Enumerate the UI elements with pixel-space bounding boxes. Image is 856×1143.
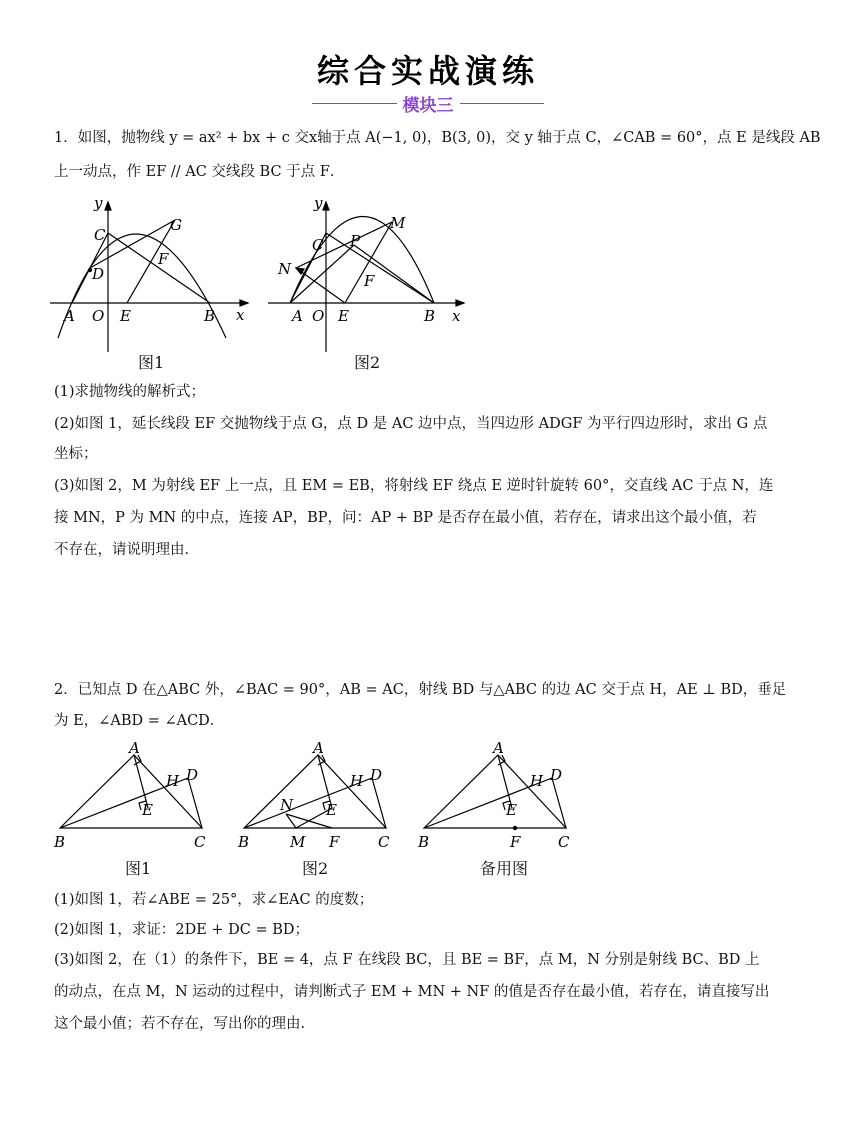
subtitle-left-rule — [312, 103, 397, 104]
problem2-fig2-caption: 图2 — [302, 859, 329, 878]
problem2-figure2 — [234, 740, 404, 855]
p2-fig3-label-D: D — [550, 766, 563, 784]
p2-fig1-label-A: A — [129, 740, 140, 757]
fig2-label-x: x — [452, 307, 461, 325]
p2-fig1-label-B: B — [54, 833, 66, 851]
p2-fig2-label-E: E — [326, 801, 337, 819]
p2-fig3-label-C: C — [558, 833, 570, 851]
fig1-label-y: y — [94, 194, 103, 212]
fig2-label-F: F — [364, 272, 375, 290]
p2-fig1-label-H: H — [166, 772, 180, 790]
section-header — [312, 90, 544, 116]
section-subtitle: 模块三 — [402, 95, 454, 116]
fig1-label-D: D — [92, 265, 105, 283]
p2-fig2-label-F: F — [329, 833, 340, 851]
problem1-figure2 — [268, 190, 478, 355]
subtitle-right-rule — [460, 103, 545, 104]
problem2-question3-line3: 这个最小值；若不存在，写出你的理由. — [54, 1016, 306, 1032]
problem1-fig2-caption: 图2 — [354, 353, 381, 372]
fig1-label-A: A — [64, 307, 75, 325]
fig2-label-P: P — [350, 232, 361, 250]
p2-fig2-label-N: N — [280, 796, 294, 814]
p2-fig3-label-F: F — [510, 833, 521, 851]
fig2-label-M: M — [390, 214, 406, 232]
problem1-question1: (1)求抛物线的解析式； — [54, 384, 206, 400]
p2-fig3-label-A: A — [493, 740, 504, 757]
fig1-label-O: O — [92, 307, 105, 325]
problem2-fig3-caption: 备用图 — [480, 859, 529, 878]
p2-fig2-label-D: D — [370, 766, 383, 784]
fig1-label-F: F — [158, 250, 169, 268]
fig1-label-x: x — [236, 306, 245, 324]
fig2-label-O: O — [312, 307, 325, 325]
p2-fig1-label-E: E — [142, 801, 153, 819]
p2-fig1-label-C: C — [194, 833, 206, 851]
problem1-stem-line1: 1．如图，抛物线 y = ax² + bx + c 交x轴于点 A(−1, 0)，B(3, 0)，交 y 轴于点 C，∠CAB = 60°，点 E 是线段 AB — [54, 130, 821, 146]
fig1-label-C: C — [94, 226, 106, 244]
fig1-label-B: B — [204, 307, 216, 325]
problem1-question2-line2: 坐标； — [54, 446, 98, 462]
fig2-label-E: E — [338, 307, 349, 325]
problem2-stem-line1: 2．已知点 D 在△ABC 外，∠BAC = 90°，AB = AC，射线 BD 与△ABC 的边 AC 交于点 H，AE ⊥ BD，垂足 — [54, 682, 787, 698]
p2-fig3-label-E: E — [506, 801, 517, 819]
fig1-label-G: G — [170, 216, 182, 234]
p2-fig1-label-D: D — [186, 766, 199, 784]
problem1-question2-line1: (2)如图 1，延长线段 EF 交抛物线于点 G，点 D 是 AC 边中点，当四边形 ADGF 为平行四边形时，求出 G 点 — [54, 416, 768, 432]
problem2-question3-line2: 的动点，在点 M，N 运动的过程中，请判断式子 EM + MN + NF 的值是否存在最小值，若存在，请直接写出 — [54, 984, 770, 1000]
problem2-stem-line2: 为 E，∠ABD = ∠ACD． — [54, 713, 225, 729]
problem2-figure3 — [414, 740, 584, 855]
problem2-figure1 — [50, 740, 220, 855]
p2-fig2-label-A: A — [313, 740, 324, 757]
problem1-question3-line1: (3)如图 2，M 为射线 EF 上一点，且 EM = EB，将射线 EF 绕点 E 逆时针旋转 60°，交直线 AC 于点 N，连 — [54, 478, 774, 494]
fig2-label-N: N — [278, 260, 292, 278]
problem2-fig1-caption: 图1 — [125, 859, 152, 878]
fig2-label-y: y — [314, 194, 323, 212]
p2-fig2-label-H: H — [350, 772, 364, 790]
problem1-question3-line2: 接 MN，P 为 MN 的中点，连接 AP，BP，问：AP + BP 是否存在最小值，若存在，请求出这个最小值，若 — [54, 510, 757, 526]
p2-fig3-label-B: B — [418, 833, 430, 851]
problem1-stem-line2: 上一动点，作 EF // AC 交线段 BC 于点 F． — [54, 164, 345, 180]
problem2-question1: (1)如图 1，若∠ABE = 25°，求∠EAC 的度数； — [54, 892, 374, 908]
p2-fig2-label-C: C — [378, 833, 390, 851]
p2-fig2-label-M: M — [290, 833, 306, 851]
p2-fig3-label-H: H — [530, 772, 544, 790]
fig2-label-B: B — [424, 307, 436, 325]
problem1-fig1-caption: 图1 — [138, 353, 165, 372]
fig1-label-E: E — [120, 307, 131, 325]
problem2-question3-line1: (3)如图 2，在（1）的条件下，BE = 4，点 F 在线段 BC，且 BE = BF，点 M，N 分别是射线 BC、BD 上 — [54, 952, 760, 968]
fig2-label-C: C — [312, 236, 324, 254]
problem1-figure1 — [50, 190, 260, 355]
fig2-label-A: A — [292, 307, 303, 325]
problem2-question2: (2)如图 1，求证：2DE + DC = BD； — [54, 922, 310, 938]
page-title: 综合实战演练 — [316, 52, 539, 90]
p2-fig2-label-B: B — [238, 833, 250, 851]
problem1-question3-line3: 不存在，请说明理由． — [54, 542, 199, 558]
